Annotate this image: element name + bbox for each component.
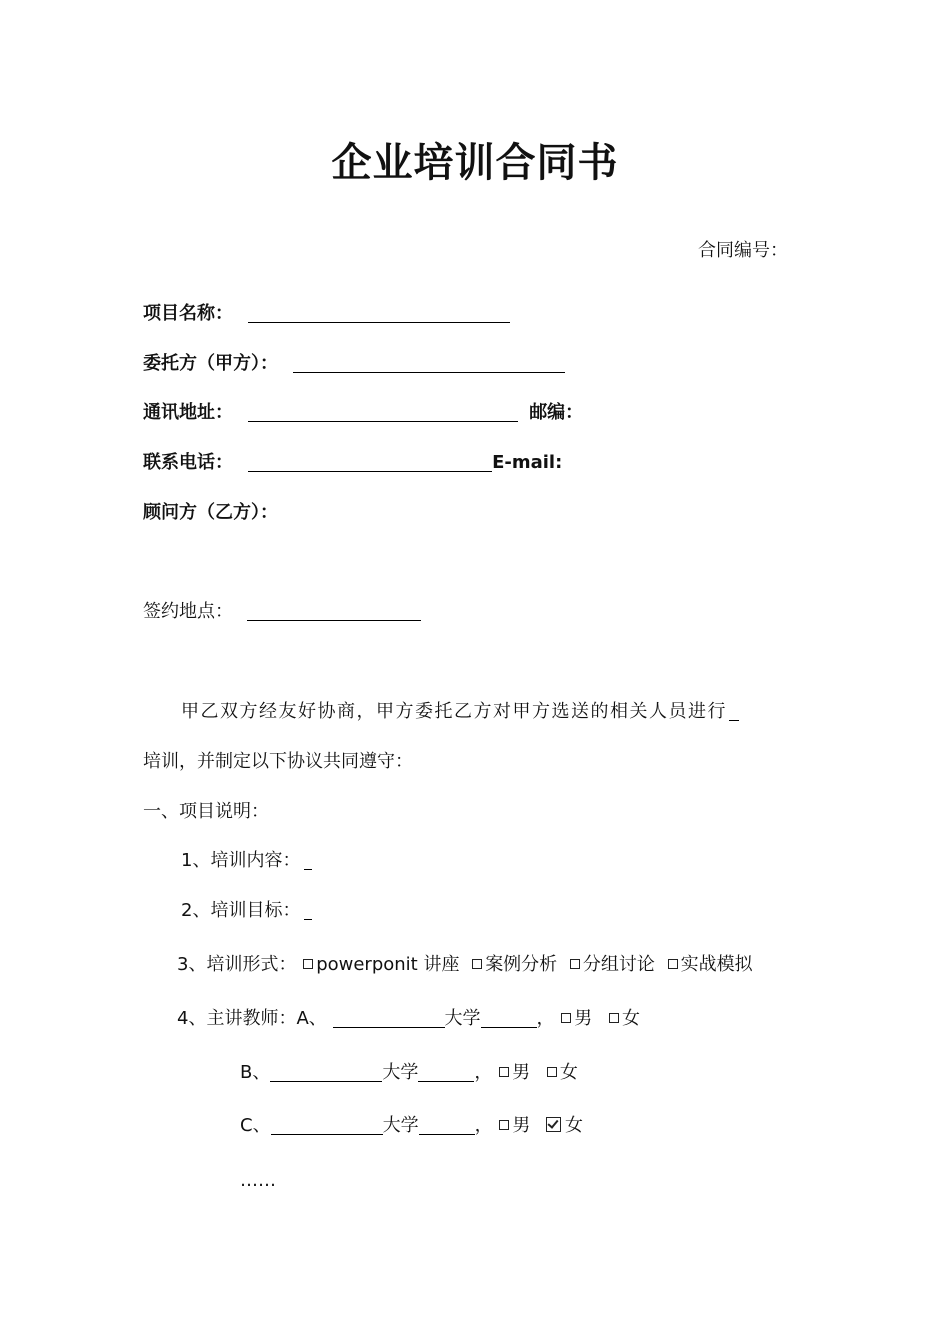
form-option-lecture[interactable]: powerponit 讲座 xyxy=(302,954,459,975)
item-training-content xyxy=(181,852,312,870)
section-1-heading: 一、项目说明： xyxy=(143,801,269,822)
project-name-label: 项目名称： xyxy=(143,303,233,324)
checkbox-icon[interactable] xyxy=(472,959,482,969)
item-2-label: 2、培训目标： xyxy=(181,900,301,921)
checkbox-icon[interactable] xyxy=(499,1120,509,1130)
gender-male-option[interactable]: 男 xyxy=(498,1115,530,1136)
gender-female-option[interactable]: 女 xyxy=(608,1008,640,1029)
teacher-name-blank[interactable] xyxy=(271,1133,383,1135)
address-blank[interactable] xyxy=(248,420,518,422)
project-name-row xyxy=(143,305,510,323)
comma: ， xyxy=(474,1062,493,1083)
training-type-blank[interactable] xyxy=(729,719,739,721)
email-label: E-mail: xyxy=(492,452,563,473)
teacher-row-b xyxy=(240,1064,578,1082)
intro-text-1: 甲乙双方经友好协商，甲方委托乙方对甲方选送的相关人员进行 xyxy=(181,701,727,722)
contract-number-label: 合同编号： xyxy=(698,240,788,261)
signing-place-label: 签约地点： xyxy=(143,601,233,622)
teacher-row-c xyxy=(240,1117,583,1135)
form-option-group[interactable]: 分组讨论 xyxy=(569,954,655,975)
phone-row xyxy=(143,454,562,472)
item-3-label: 3、培训形式： xyxy=(177,954,297,975)
training-goal-blank[interactable] xyxy=(304,918,312,920)
university-label: 大学 xyxy=(382,1062,419,1083)
client-blank[interactable] xyxy=(293,371,565,373)
intro-line-1 xyxy=(181,703,739,721)
university-label: 大学 xyxy=(444,1008,481,1029)
checkbox-icon[interactable] xyxy=(609,1013,619,1023)
postcode-label: 邮编： xyxy=(529,402,584,423)
teacher-prefix: A、 xyxy=(296,1008,327,1029)
gender-male-option[interactable]: 男 xyxy=(498,1062,530,1083)
teacher-row-a xyxy=(177,1010,640,1028)
checkbox-icon[interactable] xyxy=(561,1013,571,1023)
university-blank[interactable] xyxy=(481,1026,537,1028)
gender-male-option[interactable]: 男 xyxy=(560,1008,592,1029)
ellipsis: …… xyxy=(240,1170,276,1191)
teacher-name-blank[interactable] xyxy=(270,1080,382,1082)
checkbox-icon[interactable] xyxy=(499,1067,509,1077)
document-title: 企业培训合同书 xyxy=(331,140,619,186)
project-name-blank[interactable] xyxy=(248,321,510,323)
checkbox-icon[interactable] xyxy=(570,959,580,969)
comma: ， xyxy=(536,1008,555,1029)
university-blank[interactable] xyxy=(418,1080,474,1082)
client-label: 委托方（甲方）： xyxy=(143,353,278,374)
item-1-label: 1、培训内容： xyxy=(181,850,301,871)
training-content-blank[interactable] xyxy=(304,868,312,870)
item-training-form xyxy=(177,956,753,974)
signing-place-blank[interactable] xyxy=(247,619,421,621)
address-label: 通讯地址： xyxy=(143,402,233,423)
phone-label: 联系电话： xyxy=(143,452,233,473)
checkbox-icon[interactable] xyxy=(547,1067,557,1077)
gender-female-option[interactable]: 女 xyxy=(546,1115,583,1136)
intro-line-2: 培训，并制定以下协议共同遵守： xyxy=(143,751,413,772)
teacher-prefix: B、 xyxy=(240,1062,271,1083)
form-option-practice[interactable]: 实战模拟 xyxy=(667,954,753,975)
form-option-case[interactable]: 案例分析 xyxy=(471,954,557,975)
checkbox-icon[interactable] xyxy=(303,959,313,969)
phone-blank[interactable] xyxy=(248,470,492,472)
checkbox-icon[interactable] xyxy=(668,959,678,969)
teacher-name-blank[interactable] xyxy=(333,1026,445,1028)
teacher-prefix: C、 xyxy=(240,1115,271,1136)
client-row xyxy=(143,355,565,373)
university-blank[interactable] xyxy=(419,1133,475,1135)
consultant-label: 顾问方（乙方）： xyxy=(143,502,278,523)
checked-checkbox-icon[interactable] xyxy=(546,1117,561,1132)
item-training-goal xyxy=(181,902,312,920)
comma: ， xyxy=(474,1115,493,1136)
gender-female-option[interactable]: 女 xyxy=(546,1062,578,1083)
university-label: 大学 xyxy=(382,1115,419,1136)
item-4-label: 4、主讲教师： xyxy=(177,1008,297,1029)
address-row xyxy=(143,404,583,422)
signing-place-row xyxy=(143,603,421,621)
